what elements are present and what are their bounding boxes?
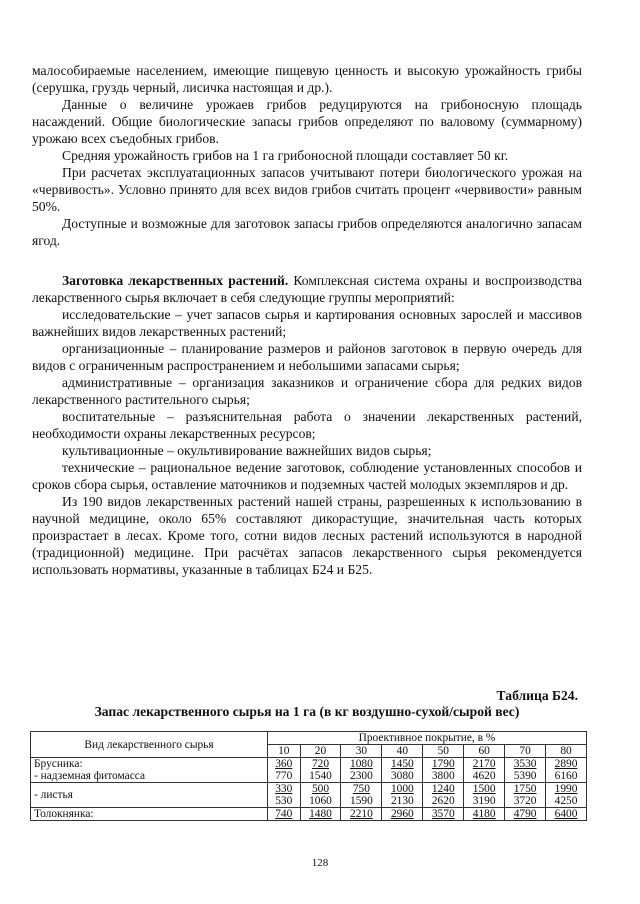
table-row — [31, 808, 587, 821]
value-cell — [423, 758, 464, 783]
list-item: культивационные – окультивирование важнейших видов сырья; — [62, 443, 432, 458]
value-dry: 2170 — [472, 758, 496, 770]
value-dry: 4790 — [513, 808, 537, 820]
paragraph: При расчетах эксплуатационных запасов учитывают потери биологического урожая на «червивость». Условно принято для всех видов грибов считать процент «червивости» равным 50%. — [32, 165, 582, 214]
value-cell — [268, 808, 301, 821]
value-cell — [341, 758, 382, 783]
value-wet: 2620 — [431, 795, 455, 807]
table-header-row — [31, 732, 587, 745]
value-cell — [423, 808, 464, 821]
value-cell — [423, 783, 464, 808]
value-dry: 2890 — [554, 758, 578, 770]
paragraph: Средняя урожайность грибов на 1 га грибоносной площади составляет 50 кг. — [62, 148, 509, 163]
value-dry: 500 — [311, 783, 330, 795]
value-cell — [300, 808, 341, 821]
value-wet: 1540 — [309, 770, 332, 782]
value-wet: 5390 — [513, 770, 537, 782]
value-cell — [382, 783, 423, 808]
value-cell — [505, 808, 546, 821]
value-dry: 4180 — [472, 808, 496, 820]
value-wet: 1060 — [309, 795, 332, 807]
value-cell — [464, 783, 505, 808]
data-table — [30, 731, 587, 821]
value-cell — [382, 758, 423, 783]
row-name-line: Брусника: — [34, 758, 83, 770]
value-wet: 2130 — [390, 795, 414, 807]
value-wet: 530 — [275, 795, 293, 807]
paragraph: малособираемые населением, имеющие пищевую ценность и высокую урожайность грибы (серушка, груздь черный, лисичка настоящая и др.). — [32, 63, 582, 95]
list-item: административные – организация заказников и ограничение сбора для редких видов лекарственного растительного сырья; — [32, 375, 582, 407]
value-dry: 360 — [275, 758, 293, 770]
value-dry: 1450 — [390, 758, 414, 770]
table-row — [31, 783, 587, 808]
value-dry: 740 — [275, 808, 293, 820]
value-dry: 3530 — [513, 758, 537, 770]
value-wet: 770 — [275, 770, 293, 782]
paragraph: Данные о величине урожаев грибов редуцируются на грибоносную площадь насаждений. Общие биологические запасы грибов определяют по валовому (суммарному) урожаю всех съедобных грибов. — [32, 97, 582, 146]
value-cell — [341, 783, 382, 808]
value-dry: 1240 — [431, 783, 455, 795]
header-species: Вид лекарственного сырья — [31, 732, 268, 758]
table-row — [31, 758, 587, 783]
cover-level-80: 80 — [546, 745, 587, 758]
value-dry: 750 — [352, 783, 370, 795]
cover-level-20: 20 — [300, 745, 341, 758]
list-item: организационные – планирование размеров и районов заготовок в первую очередь для видов с ограниченным распространением и небольшими запасами сырья; — [32, 341, 582, 373]
header-cover: Проективное покрытие, в % — [268, 732, 587, 745]
value-dry: 1500 — [472, 783, 496, 795]
value-cell — [382, 808, 423, 821]
cover-level-10: 10 — [268, 745, 301, 758]
value-dry: 3570 — [431, 808, 455, 820]
value-wet: 3190 — [472, 795, 496, 807]
value-dry: 2210 — [350, 808, 373, 820]
value-dry: 720 — [311, 758, 330, 770]
value-dry: 6400 — [554, 808, 578, 820]
cover-level-50: 50 — [423, 745, 464, 758]
value-dry: 1480 — [309, 808, 332, 820]
value-cell — [300, 783, 341, 808]
value-dry: 1790 — [431, 758, 455, 770]
value-cell — [505, 783, 546, 808]
cover-level-40: 40 — [382, 745, 423, 758]
value-cell — [464, 758, 505, 783]
value-wet: 6160 — [554, 770, 578, 782]
body-text — [32, 62, 582, 578]
paragraph: Доступные и возможные для заготовок запасы грибов определяются аналогично запасам ягод. — [32, 216, 582, 248]
value-wet: 4620 — [472, 770, 496, 782]
value-wet: 3800 — [431, 770, 455, 782]
cover-level-30: 30 — [341, 745, 382, 758]
row-name: Толокнянка: — [31, 808, 268, 821]
value-dry: 1080 — [350, 758, 373, 770]
cover-level-70: 70 — [505, 745, 546, 758]
value-wet: 1590 — [350, 795, 373, 807]
list-item: технические – рациональное ведение заготовок, соблюдение установленных способов и сроков сбора сырья, оставление маточников и подземных частей молодых экземпляров и др. — [32, 460, 582, 492]
value-dry: 2960 — [390, 808, 414, 820]
value-wet: 2300 — [350, 770, 373, 782]
row-name: - листья — [31, 783, 268, 808]
value-cell — [546, 783, 587, 808]
value-dry: 1990 — [554, 783, 578, 795]
table-title: Запас лекарственного сырья на 1 га (в кг воздушно-сухой/сырой вес) — [94, 704, 520, 719]
page-number: 128 — [311, 857, 329, 869]
paragraph: Из 190 видов лекарственных растений нашей страны, разрешенных к использованию в научной медицине, около 65% составляют дикорастущие, значительная часть которых произрастает в лесах. Кроме того, сотни видов лесных растений используются в народной (традиционной) медицине. При расчётах запасов лекарственного сырья рекомендуется использовать нормативы, указанные в таблицах Б24 и Б25. — [32, 494, 582, 577]
value-cell — [464, 808, 505, 821]
paragraph-text: Комплексная система охраны и воспроизводства лекарственного сырья включает в себя следующие группы мероприятий: — [32, 273, 582, 305]
value-cell — [341, 808, 382, 821]
value-cell — [546, 808, 587, 821]
list-item: воспитательные – разъяснительная работа о значении лекарственных растений, необходимости охраны лекарственных ресурсов; — [32, 409, 582, 441]
list-item: исследовательские – учет запасов сырья и картирования основных зарослей и массивов важнейших видов лекарственных растений; — [32, 307, 582, 339]
row-name-line: - надземная фитомасса — [34, 770, 146, 782]
value-cell — [546, 758, 587, 783]
value-cell — [505, 758, 546, 783]
value-wet: 3080 — [390, 770, 414, 782]
value-cell — [268, 758, 301, 783]
value-cell — [268, 783, 301, 808]
value-wet: 3720 — [513, 795, 537, 807]
section-heading: Заготовка лекарственных растений. — [62, 273, 289, 288]
value-cell — [300, 758, 341, 783]
row-name — [31, 758, 268, 783]
value-wet: 4250 — [554, 795, 578, 807]
value-dry: 1000 — [390, 783, 414, 795]
table-caption: Таблица Б24. — [496, 688, 578, 703]
cover-level-60: 60 — [464, 745, 505, 758]
value-dry: 330 — [275, 783, 293, 795]
value-dry: 1750 — [513, 783, 537, 795]
paragraph-heading — [32, 272, 582, 306]
